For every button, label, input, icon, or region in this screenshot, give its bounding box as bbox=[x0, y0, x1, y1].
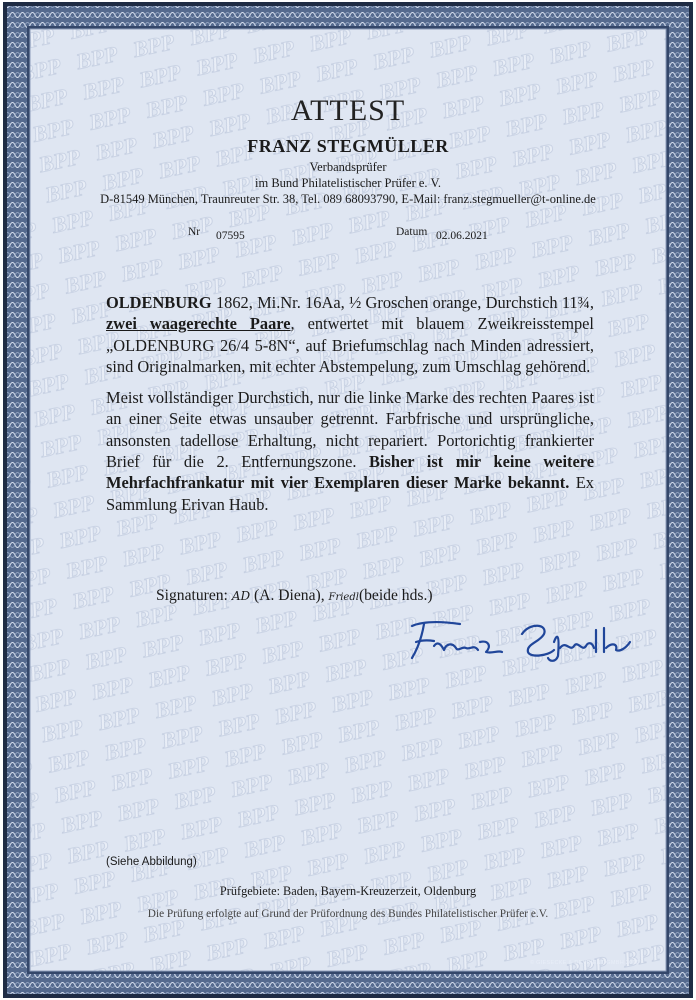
examiner-role: Verbandsprüfer bbox=[309, 160, 387, 174]
description-text-a: 1862, Mi.Nr. 16Aa, ½ Groschen orange, Durchstich 11¾, bbox=[211, 293, 594, 312]
examiner-address: D-81549 München, Traunreuter Str. 38, Tel. 089 68093790, E-Mail: franz.stegmueller@t-online.de bbox=[100, 192, 596, 206]
certificate-date: 02.06.2021 bbox=[436, 230, 488, 242]
condition-text-b: Ex Sammlung Erivan Haub. bbox=[106, 473, 594, 514]
signatures-line bbox=[156, 587, 433, 605]
signature-mark-friedl: Friedl bbox=[328, 592, 359, 603]
condition-highlight: Bisher ist mir keine weitere Mehrfachfrankatur mit vier Exemplaren dieser Marke bekannt. bbox=[106, 452, 594, 493]
handwritten-signature bbox=[398, 612, 638, 668]
condition-paragraph bbox=[106, 387, 594, 515]
stamp-issue-title: OLDENBURG bbox=[106, 293, 212, 312]
regulation-note: Die Prüfung erfolgte auf Grund der Prüfordnung des Bundes Philatelistischer Prüfer e.V. bbox=[147, 908, 549, 920]
certificate-title: ATTEST bbox=[290, 94, 406, 127]
printer-credit: © GIESECKE & DEVRIENT GMBH 2016 bbox=[530, 960, 640, 966]
signatures-note: (beide hds.) bbox=[358, 587, 433, 604]
test-areas: Prüfgebiete: Baden, Bayern-Kreuzerzeit, Oldenburg bbox=[219, 884, 477, 898]
certificate-number-label: Nr bbox=[188, 226, 201, 238]
examiner-association: im Bund Philatelistischer Prüfer e. V. bbox=[255, 176, 441, 190]
description-text-b: , entwertet mit blauem Zweikreisstempel „OLDENBURG 26/4 5-8N“, auf Briefumschlag nach Minden adressiert, sind Originalmarken, mit echter Abstempelung, zum Umschlag gehörend. bbox=[106, 314, 594, 376]
signature-mark-diena: AD bbox=[231, 589, 251, 603]
certificate-date-label: Datum bbox=[396, 226, 428, 238]
description-paragraph bbox=[106, 292, 594, 377]
signatures-label: Signaturen: bbox=[156, 587, 228, 604]
signature-name-diena: (A. Diena), bbox=[254, 587, 325, 604]
description-highlight: zwei waagerechte Paare bbox=[106, 314, 291, 334]
condition-text-a: Meist vollständiger Durchstich, nur die linke Marke des rechten Paares ist an einer Seite etwas unsauber getrennt. Farbfrische und ursprüngliche, ansonsten tadellose Erhaltung, nicht repariert. Portorichtig frankierter Brief für die 2. Entfernungszone. bbox=[106, 388, 594, 472]
examiner-name: FRANZ STEGMÜLLER bbox=[247, 136, 449, 156]
certificate-number: 07595 bbox=[216, 230, 245, 242]
see-image-note: (Siehe Abbildung) bbox=[106, 856, 197, 868]
certificate-body bbox=[106, 292, 594, 525]
